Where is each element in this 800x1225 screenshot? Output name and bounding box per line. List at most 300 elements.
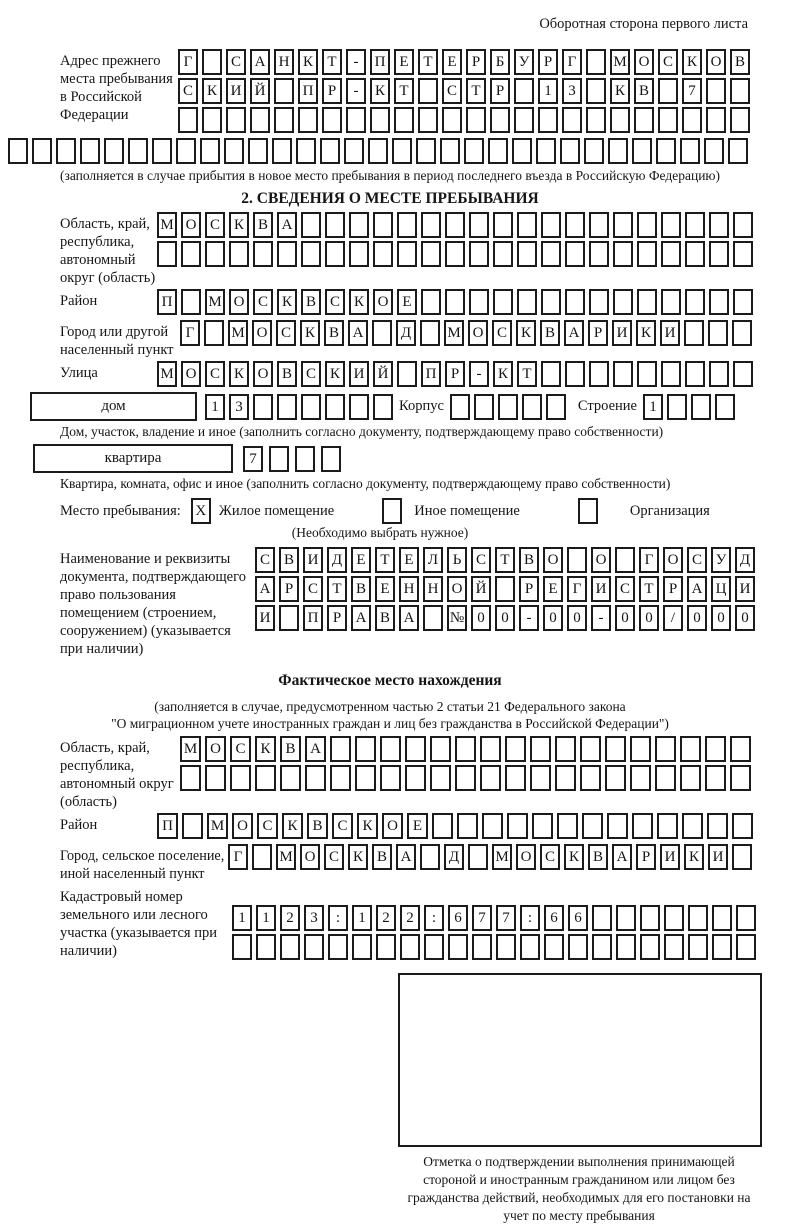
form-cell[interactable]: И <box>735 576 755 602</box>
form-cell[interactable] <box>380 765 401 791</box>
form-cell[interactable]: 6 <box>568 905 588 931</box>
form-cell[interactable]: 2 <box>376 905 396 931</box>
form-cell[interactable] <box>655 765 676 791</box>
form-cell[interactable] <box>352 934 372 960</box>
form-cell[interactable] <box>565 361 585 387</box>
form-cell[interactable] <box>522 394 542 420</box>
form-cell[interactable]: М <box>492 844 512 870</box>
form-cell[interactable]: 0 <box>735 605 755 631</box>
form-cell[interactable] <box>637 241 657 267</box>
form-cell[interactable]: М <box>276 844 296 870</box>
form-cell[interactable] <box>709 361 729 387</box>
form-cell[interactable] <box>152 138 172 164</box>
form-cell[interactable]: Д <box>444 844 464 870</box>
form-cell[interactable]: К <box>493 361 513 387</box>
form-cell[interactable]: К <box>610 78 630 104</box>
form-cell[interactable]: Г <box>562 49 582 75</box>
form-cell[interactable]: С <box>226 49 246 75</box>
form-cell[interactable]: С <box>332 813 353 839</box>
form-cell[interactable]: А <box>305 736 326 762</box>
form-cell[interactable] <box>472 934 492 960</box>
form-cell[interactable] <box>615 547 635 573</box>
form-cell[interactable]: У <box>711 547 731 573</box>
form-cell[interactable]: М <box>610 49 630 75</box>
form-cell[interactable]: Г <box>639 547 659 573</box>
form-cell[interactable]: Г <box>228 844 248 870</box>
form-cell[interactable]: 2 <box>280 905 300 931</box>
form-cell[interactable] <box>482 813 503 839</box>
form-cell[interactable]: 7 <box>496 905 516 931</box>
form-cell[interactable]: 1 <box>256 905 276 931</box>
form-cell[interactable]: - <box>591 605 611 631</box>
form-cell[interactable]: Р <box>519 576 539 602</box>
form-cell[interactable] <box>586 107 606 133</box>
form-cell[interactable]: С <box>615 576 635 602</box>
form-cell[interactable]: В <box>540 320 560 346</box>
form-cell[interactable]: № <box>447 605 467 631</box>
form-cell[interactable] <box>637 212 657 238</box>
form-cell[interactable]: Р <box>588 320 608 346</box>
form-cell[interactable]: М <box>205 289 225 315</box>
form-cell[interactable] <box>582 813 603 839</box>
form-cell[interactable] <box>586 78 606 104</box>
form-cell[interactable] <box>128 138 148 164</box>
form-cell[interactable]: И <box>660 844 680 870</box>
form-cell[interactable]: Б <box>490 49 510 75</box>
form-cell[interactable]: Д <box>327 547 347 573</box>
form-cell[interactable] <box>450 394 470 420</box>
form-cell[interactable] <box>178 107 198 133</box>
form-cell[interactable] <box>344 138 364 164</box>
form-cell[interactable] <box>712 905 732 931</box>
form-cell[interactable]: Т <box>418 49 438 75</box>
form-cell[interactable] <box>613 289 633 315</box>
form-cell[interactable] <box>32 138 52 164</box>
form-cell[interactable]: К <box>370 78 390 104</box>
form-cell[interactable] <box>205 241 225 267</box>
form-cell[interactable] <box>680 736 701 762</box>
form-cell[interactable] <box>298 107 318 133</box>
form-cell[interactable] <box>277 394 297 420</box>
form-cell[interactable] <box>580 765 601 791</box>
form-cell[interactable]: М <box>180 736 201 762</box>
form-cell[interactable] <box>589 212 609 238</box>
form-cell[interactable]: А <box>612 844 632 870</box>
form-cell[interactable] <box>661 289 681 315</box>
form-cell[interactable] <box>455 736 476 762</box>
form-cell[interactable] <box>613 212 633 238</box>
form-cell[interactable] <box>530 765 551 791</box>
form-cell[interactable] <box>493 212 513 238</box>
form-cell[interactable] <box>349 241 369 267</box>
form-cell[interactable]: С <box>324 844 344 870</box>
form-cell[interactable]: О <box>181 212 201 238</box>
form-cell[interactable] <box>586 49 606 75</box>
form-cell[interactable]: Н <box>274 49 294 75</box>
form-cell[interactable]: : <box>424 905 444 931</box>
form-cell[interactable] <box>480 765 501 791</box>
form-cell[interactable]: 6 <box>448 905 468 931</box>
form-cell[interactable] <box>423 605 443 631</box>
form-cell[interactable]: О <box>252 320 272 346</box>
form-cell[interactable]: К <box>255 736 276 762</box>
form-cell[interactable] <box>560 138 580 164</box>
form-cell[interactable] <box>632 138 652 164</box>
form-cell[interactable] <box>589 361 609 387</box>
form-cell[interactable]: К <box>564 844 584 870</box>
form-cell[interactable] <box>325 241 345 267</box>
form-cell[interactable] <box>397 361 417 387</box>
form-cell[interactable]: И <box>226 78 246 104</box>
form-cell[interactable]: А <box>250 49 270 75</box>
form-cell[interactable] <box>680 138 700 164</box>
form-cell[interactable] <box>205 765 226 791</box>
form-cell[interactable] <box>630 765 651 791</box>
form-cell[interactable]: Р <box>466 49 486 75</box>
form-cell[interactable] <box>277 241 297 267</box>
form-cell[interactable] <box>445 241 465 267</box>
form-cell[interactable]: В <box>279 547 299 573</box>
form-cell[interactable] <box>664 905 684 931</box>
form-cell[interactable] <box>613 361 633 387</box>
form-cell[interactable] <box>592 934 612 960</box>
form-cell[interactable] <box>320 138 340 164</box>
form-cell[interactable]: С <box>442 78 462 104</box>
form-cell[interactable] <box>657 813 678 839</box>
form-cell[interactable]: С <box>301 361 321 387</box>
form-cell[interactable]: В <box>253 212 273 238</box>
form-cell[interactable]: О <box>468 320 488 346</box>
form-cell[interactable] <box>637 361 657 387</box>
form-cell[interactable]: О <box>181 361 201 387</box>
form-cell[interactable] <box>397 241 417 267</box>
form-cell[interactable] <box>685 361 705 387</box>
form-cell[interactable] <box>709 241 729 267</box>
form-cell[interactable] <box>424 934 444 960</box>
form-cell[interactable] <box>325 212 345 238</box>
form-cell[interactable]: И <box>591 576 611 602</box>
form-cell[interactable]: 0 <box>639 605 659 631</box>
form-cell[interactable]: 0 <box>495 605 515 631</box>
form-cell[interactable] <box>274 78 294 104</box>
form-cell[interactable] <box>56 138 76 164</box>
form-cell[interactable]: Т <box>639 576 659 602</box>
form-cell[interactable]: В <box>280 736 301 762</box>
form-cell[interactable] <box>541 212 561 238</box>
form-cell[interactable] <box>514 107 534 133</box>
form-cell[interactable]: С <box>255 547 275 573</box>
form-cell[interactable] <box>682 813 703 839</box>
form-cell[interactable]: Т <box>466 78 486 104</box>
form-cell[interactable] <box>685 241 705 267</box>
form-cell[interactable] <box>584 138 604 164</box>
form-cell[interactable] <box>253 241 273 267</box>
form-cell[interactable] <box>280 934 300 960</box>
form-cell[interactable]: 1 <box>643 394 663 420</box>
form-cell[interactable] <box>432 813 453 839</box>
form-cell[interactable]: Е <box>442 49 462 75</box>
form-cell[interactable] <box>688 934 708 960</box>
form-cell[interactable]: Р <box>279 576 299 602</box>
form-cell[interactable] <box>640 934 660 960</box>
form-cell[interactable]: П <box>298 78 318 104</box>
form-cell[interactable] <box>733 289 753 315</box>
form-cell[interactable] <box>730 765 751 791</box>
form-cell[interactable] <box>157 241 177 267</box>
form-cell[interactable] <box>709 289 729 315</box>
form-cell[interactable]: К <box>282 813 303 839</box>
form-cell[interactable] <box>370 107 390 133</box>
form-cell[interactable] <box>272 138 292 164</box>
form-cell[interactable] <box>181 289 201 315</box>
form-cell[interactable] <box>301 241 321 267</box>
form-cell[interactable]: Т <box>327 576 347 602</box>
form-cell[interactable] <box>680 765 701 791</box>
form-cell[interactable]: В <box>372 844 392 870</box>
form-cell[interactable]: В <box>519 547 539 573</box>
form-cell[interactable] <box>733 361 753 387</box>
form-cell[interactable] <box>682 107 702 133</box>
form-cell[interactable]: Е <box>351 547 371 573</box>
form-cell[interactable] <box>616 905 636 931</box>
form-cell[interactable]: : <box>520 905 540 931</box>
form-cell[interactable] <box>514 78 534 104</box>
form-cell[interactable]: К <box>684 844 704 870</box>
form-cell[interactable] <box>530 736 551 762</box>
form-cell[interactable]: О <box>706 49 726 75</box>
form-cell[interactable] <box>730 736 751 762</box>
form-cell[interactable]: А <box>687 576 707 602</box>
form-cell[interactable] <box>368 138 388 164</box>
form-cell[interactable]: Н <box>399 576 419 602</box>
form-cell[interactable]: А <box>348 320 368 346</box>
form-cell[interactable]: Р <box>663 576 683 602</box>
form-cell[interactable] <box>301 394 321 420</box>
form-cell[interactable] <box>445 289 465 315</box>
form-cell[interactable] <box>464 138 484 164</box>
form-cell[interactable]: С <box>276 320 296 346</box>
form-cell[interactable]: 1 <box>352 905 372 931</box>
form-cell[interactable] <box>634 107 654 133</box>
form-cell[interactable]: В <box>351 576 371 602</box>
form-cell[interactable] <box>430 765 451 791</box>
form-cell[interactable]: К <box>682 49 702 75</box>
form-cell[interactable] <box>730 107 750 133</box>
form-cell[interactable] <box>493 289 513 315</box>
form-cell[interactable]: Н <box>423 576 443 602</box>
form-cell[interactable] <box>496 934 516 960</box>
form-cell[interactable] <box>224 138 244 164</box>
form-cell[interactable]: С <box>540 844 560 870</box>
form-cell[interactable] <box>330 765 351 791</box>
form-cell[interactable] <box>532 813 553 839</box>
form-cell[interactable] <box>480 736 501 762</box>
form-cell[interactable]: Р <box>445 361 465 387</box>
form-cell[interactable] <box>661 241 681 267</box>
form-cell[interactable]: М <box>157 212 177 238</box>
form-cell[interactable]: Д <box>396 320 416 346</box>
form-cell[interactable]: В <box>634 78 654 104</box>
form-cell[interactable] <box>707 813 728 839</box>
form-cell[interactable]: О <box>543 547 563 573</box>
form-cell[interactable] <box>708 320 728 346</box>
form-cell[interactable] <box>736 934 756 960</box>
form-cell[interactable] <box>355 765 376 791</box>
form-cell[interactable] <box>349 394 369 420</box>
form-cell[interactable] <box>632 813 653 839</box>
form-cell[interactable]: С <box>492 320 512 346</box>
form-cell[interactable] <box>567 547 587 573</box>
form-cell[interactable] <box>715 394 735 420</box>
form-cell[interactable] <box>538 107 558 133</box>
form-cell[interactable] <box>565 289 585 315</box>
form-cell[interactable]: П <box>303 605 323 631</box>
form-cell[interactable] <box>495 576 515 602</box>
form-cell[interactable]: О <box>591 547 611 573</box>
form-cell[interactable] <box>546 394 566 420</box>
form-cell[interactable]: Ц <box>711 576 731 602</box>
form-cell[interactable]: Е <box>407 813 428 839</box>
form-cell[interactable]: А <box>396 844 416 870</box>
form-cell[interactable] <box>80 138 100 164</box>
form-cell[interactable]: К <box>300 320 320 346</box>
form-cell[interactable] <box>226 107 246 133</box>
form-cell[interactable] <box>605 765 626 791</box>
form-cell[interactable]: О <box>382 813 403 839</box>
form-cell[interactable]: И <box>255 605 275 631</box>
form-cell[interactable]: Д <box>735 547 755 573</box>
form-cell[interactable] <box>373 241 393 267</box>
form-cell[interactable] <box>372 320 392 346</box>
form-cell[interactable] <box>457 813 478 839</box>
form-cell[interactable]: К <box>229 361 249 387</box>
form-cell[interactable]: С <box>303 576 323 602</box>
form-cell[interactable]: О <box>300 844 320 870</box>
form-cell[interactable] <box>253 394 273 420</box>
form-cell[interactable]: / <box>663 605 683 631</box>
form-cell[interactable] <box>733 241 753 267</box>
form-cell[interactable] <box>295 446 315 472</box>
form-cell[interactable]: О <box>447 576 467 602</box>
form-cell[interactable]: 0 <box>711 605 731 631</box>
form-cell[interactable] <box>704 138 724 164</box>
form-cell[interactable]: И <box>612 320 632 346</box>
form-cell[interactable] <box>280 765 301 791</box>
form-cell[interactable]: Е <box>397 289 417 315</box>
form-cell[interactable] <box>661 361 681 387</box>
form-cell[interactable]: И <box>660 320 680 346</box>
form-cell[interactable]: М <box>207 813 228 839</box>
form-cell[interactable] <box>420 844 440 870</box>
form-cell[interactable]: С <box>205 212 225 238</box>
form-cell[interactable] <box>248 138 268 164</box>
form-cell[interactable] <box>182 813 203 839</box>
form-cell[interactable]: Ь <box>447 547 467 573</box>
form-cell[interactable] <box>176 138 196 164</box>
form-cell[interactable]: 0 <box>471 605 491 631</box>
form-cell[interactable] <box>517 289 537 315</box>
form-cell[interactable] <box>732 320 752 346</box>
form-cell[interactable]: Т <box>495 547 515 573</box>
form-cell[interactable] <box>321 446 341 472</box>
form-cell[interactable] <box>181 241 201 267</box>
form-cell[interactable] <box>418 78 438 104</box>
form-cell[interactable] <box>732 813 753 839</box>
form-cell[interactable]: 3 <box>304 905 324 931</box>
form-cell[interactable] <box>565 241 585 267</box>
form-cell[interactable]: 7 <box>682 78 702 104</box>
form-cell[interactable]: С <box>471 547 491 573</box>
form-cell[interactable] <box>691 394 711 420</box>
form-cell[interactable] <box>394 107 414 133</box>
form-cell[interactable]: К <box>325 361 345 387</box>
form-cell[interactable] <box>274 107 294 133</box>
form-cell[interactable]: П <box>421 361 441 387</box>
form-cell[interactable] <box>382 498 402 524</box>
form-cell[interactable] <box>421 289 441 315</box>
form-cell[interactable] <box>250 107 270 133</box>
form-cell[interactable] <box>373 212 393 238</box>
form-cell[interactable]: К <box>349 289 369 315</box>
form-cell[interactable] <box>605 736 626 762</box>
form-cell[interactable]: Е <box>543 576 563 602</box>
form-cell[interactable] <box>325 394 345 420</box>
form-cell[interactable] <box>380 736 401 762</box>
form-cell[interactable] <box>255 765 276 791</box>
form-cell[interactable]: 0 <box>615 605 635 631</box>
form-cell[interactable] <box>322 107 342 133</box>
form-cell[interactable] <box>405 765 426 791</box>
form-cell[interactable]: 2 <box>400 905 420 931</box>
form-cell[interactable] <box>328 934 348 960</box>
form-cell[interactable] <box>469 289 489 315</box>
form-cell[interactable] <box>455 765 476 791</box>
form-cell[interactable] <box>541 361 561 387</box>
form-cell[interactable] <box>448 934 468 960</box>
form-cell[interactable]: О <box>373 289 393 315</box>
form-cell[interactable]: О <box>253 361 273 387</box>
form-cell[interactable]: Р <box>322 78 342 104</box>
form-cell[interactable]: У <box>514 49 534 75</box>
form-cell[interactable]: К <box>202 78 222 104</box>
form-cell[interactable]: 1 <box>538 78 558 104</box>
form-cell[interactable] <box>536 138 556 164</box>
form-cell[interactable] <box>688 905 708 931</box>
form-cell[interactable] <box>474 394 494 420</box>
form-cell[interactable] <box>397 212 417 238</box>
form-cell[interactable] <box>706 107 726 133</box>
form-cell[interactable]: 6 <box>544 905 564 931</box>
form-cell[interactable] <box>252 844 272 870</box>
form-cell[interactable]: М <box>444 320 464 346</box>
form-cell[interactable] <box>684 320 704 346</box>
form-cell[interactable]: С <box>325 289 345 315</box>
form-cell[interactable]: В <box>301 289 321 315</box>
form-cell[interactable] <box>349 212 369 238</box>
form-cell[interactable] <box>592 905 612 931</box>
form-cell[interactable]: Й <box>373 361 393 387</box>
form-cell[interactable] <box>733 212 753 238</box>
form-cell[interactable]: С <box>658 49 678 75</box>
form-cell[interactable] <box>685 212 705 238</box>
form-cell[interactable]: Е <box>394 49 414 75</box>
form-cell[interactable] <box>630 736 651 762</box>
form-cell[interactable] <box>589 241 609 267</box>
form-cell[interactable]: 7 <box>472 905 492 931</box>
form-cell[interactable] <box>490 107 510 133</box>
form-cell[interactable] <box>685 289 705 315</box>
form-cell[interactable] <box>405 736 426 762</box>
